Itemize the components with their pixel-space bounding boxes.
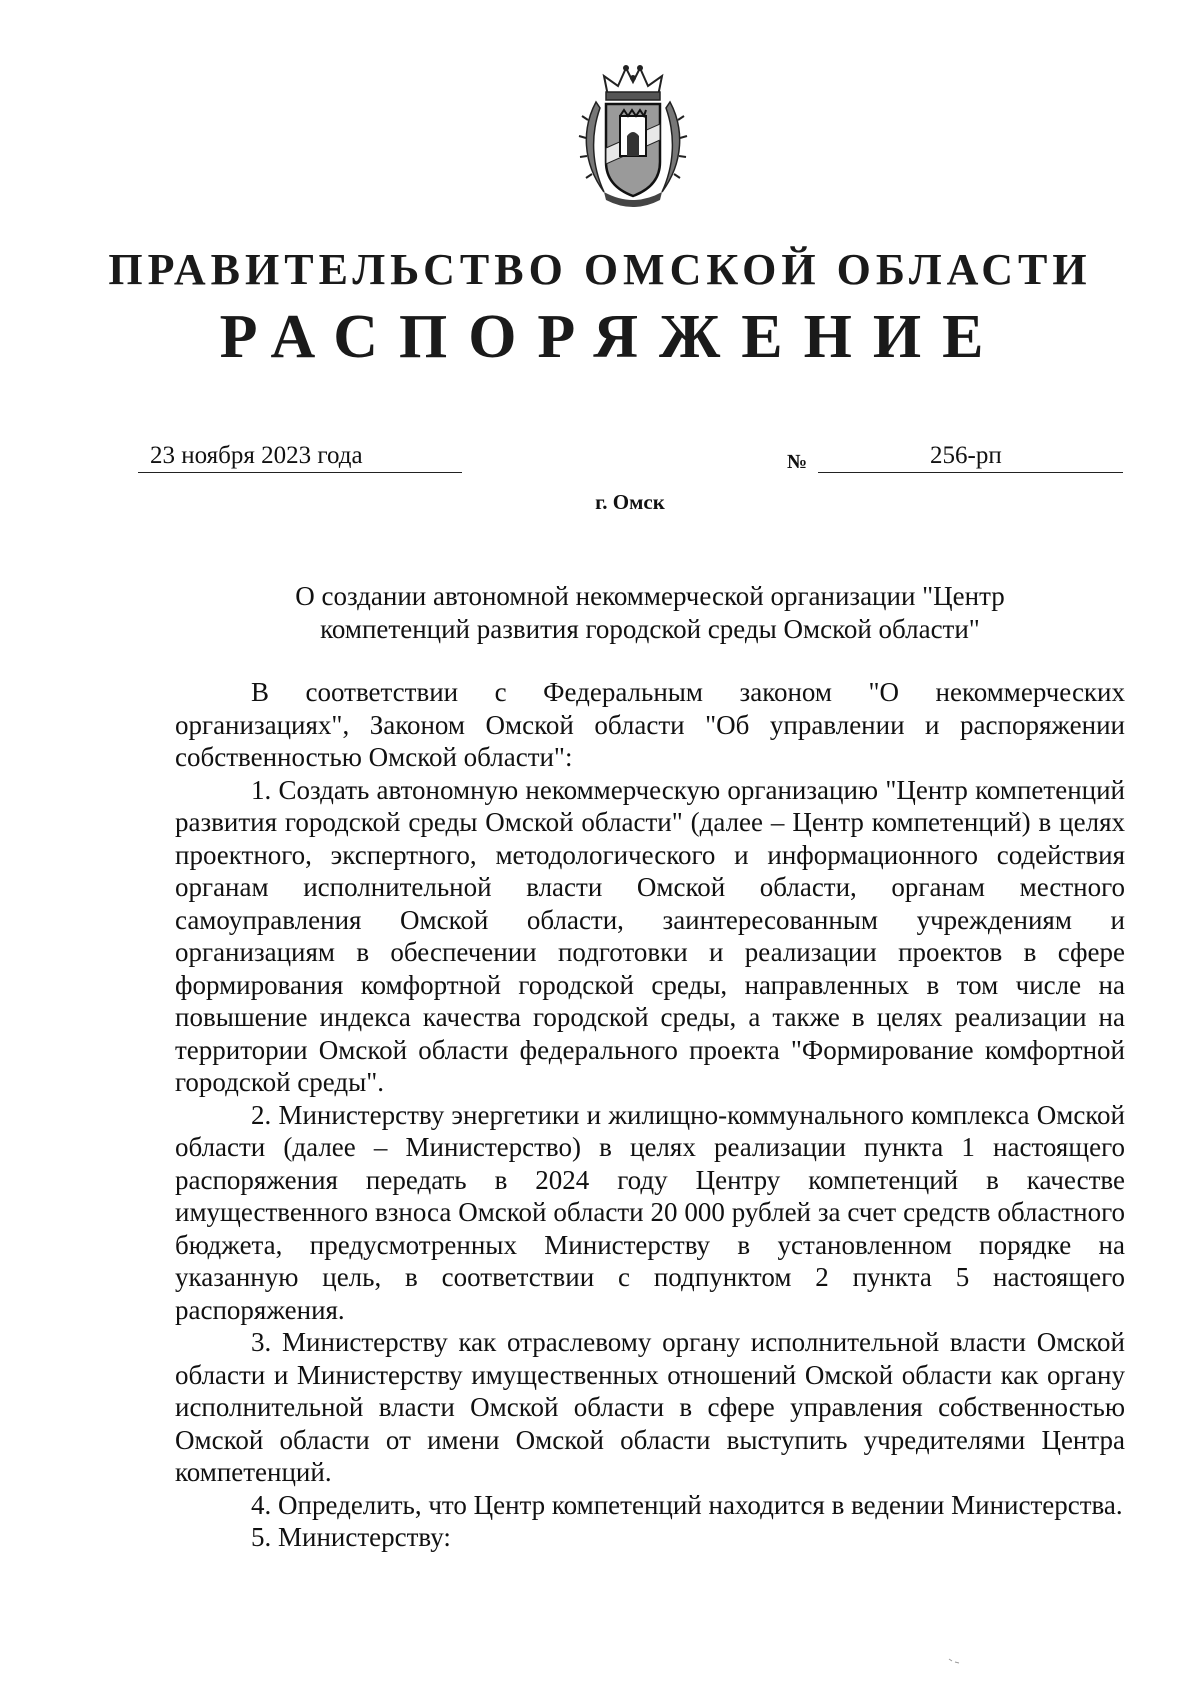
subject-line: компетенций развития городской среды Омской области" [320, 614, 980, 644]
clause-paragraph: 5. Министерству: [251, 1522, 451, 1552]
coat-of-arms-icon [574, 58, 692, 208]
document-date: 23 ноября 2023 года [138, 440, 462, 473]
clause-paragraph: 4. Определить, что Центр компетенций находится в ведении Министерства. [251, 1489, 1123, 1520]
scan-speck-icon [948, 1657, 962, 1665]
clause-paragraph: 3. Министерству как отраслевому органу исполнительной власти Омской области и Министерству имущественных отношений Омской области как органу исполнительной власти Омской области в сфере управления собственностью Омской области от имени Омской области выступить учредителями Центра компетенций. [175, 1327, 1125, 1487]
city-label: г. Омск [595, 490, 665, 514]
document-number: 256-рп [818, 440, 1123, 473]
document-body [175, 676, 1125, 1554]
number-sign: № [787, 451, 808, 473]
subject-line: О создании автономной некоммерческой организации "Центр [295, 581, 1005, 611]
document-type-title: РАСПОРЯЖЕНИЕ [219, 303, 1005, 371]
government-title: ПРАВИТЕЛЬСТВО ОМСКОЙ ОБЛАСТИ [108, 245, 1092, 294]
clause-paragraph: 1. Создать автономную некоммерческую организацию "Центр компетенций развития городской среды Омской области" (далее – Центр компетенций) в целях проектного, экспертного, методологического и информационного содействия органам исполнительной власти Омской области, органам местного самоуправления Омской области, заинтересованным учреждениям и организациям в обеспечении подготовки и реализации проектов в сфере формирования комфортной городской среды, направленных в том числе на повышение индекса качества городской среды, а также в целях реализации на территории Омской области федерального проекта "Формирование комфортной городской среды". [175, 774, 1125, 1097]
document-subject [180, 580, 1120, 646]
clause-paragraph: 2. Министерству энергетики и жилищно-коммунального комплекса Омской области (далее – Министерство) в целях реализации пункта 1 настоящего распоряжения передать в 2024 году Центру компетенций в качестве имущественного взноса Омской области 20 000 рублей за счет средств областного бюджета, предусмотренных Министерству в установленном порядке на указанную цель, в соответствии с подпунктом 2 пункта 5 настоящего распоряжения. [175, 1099, 1125, 1325]
preamble-paragraph: В соответствии с Федеральным законом "О некоммерческих организациях", Законом Омской области "Об управлении и распоряжении собственностью Омской области": [175, 677, 1125, 772]
